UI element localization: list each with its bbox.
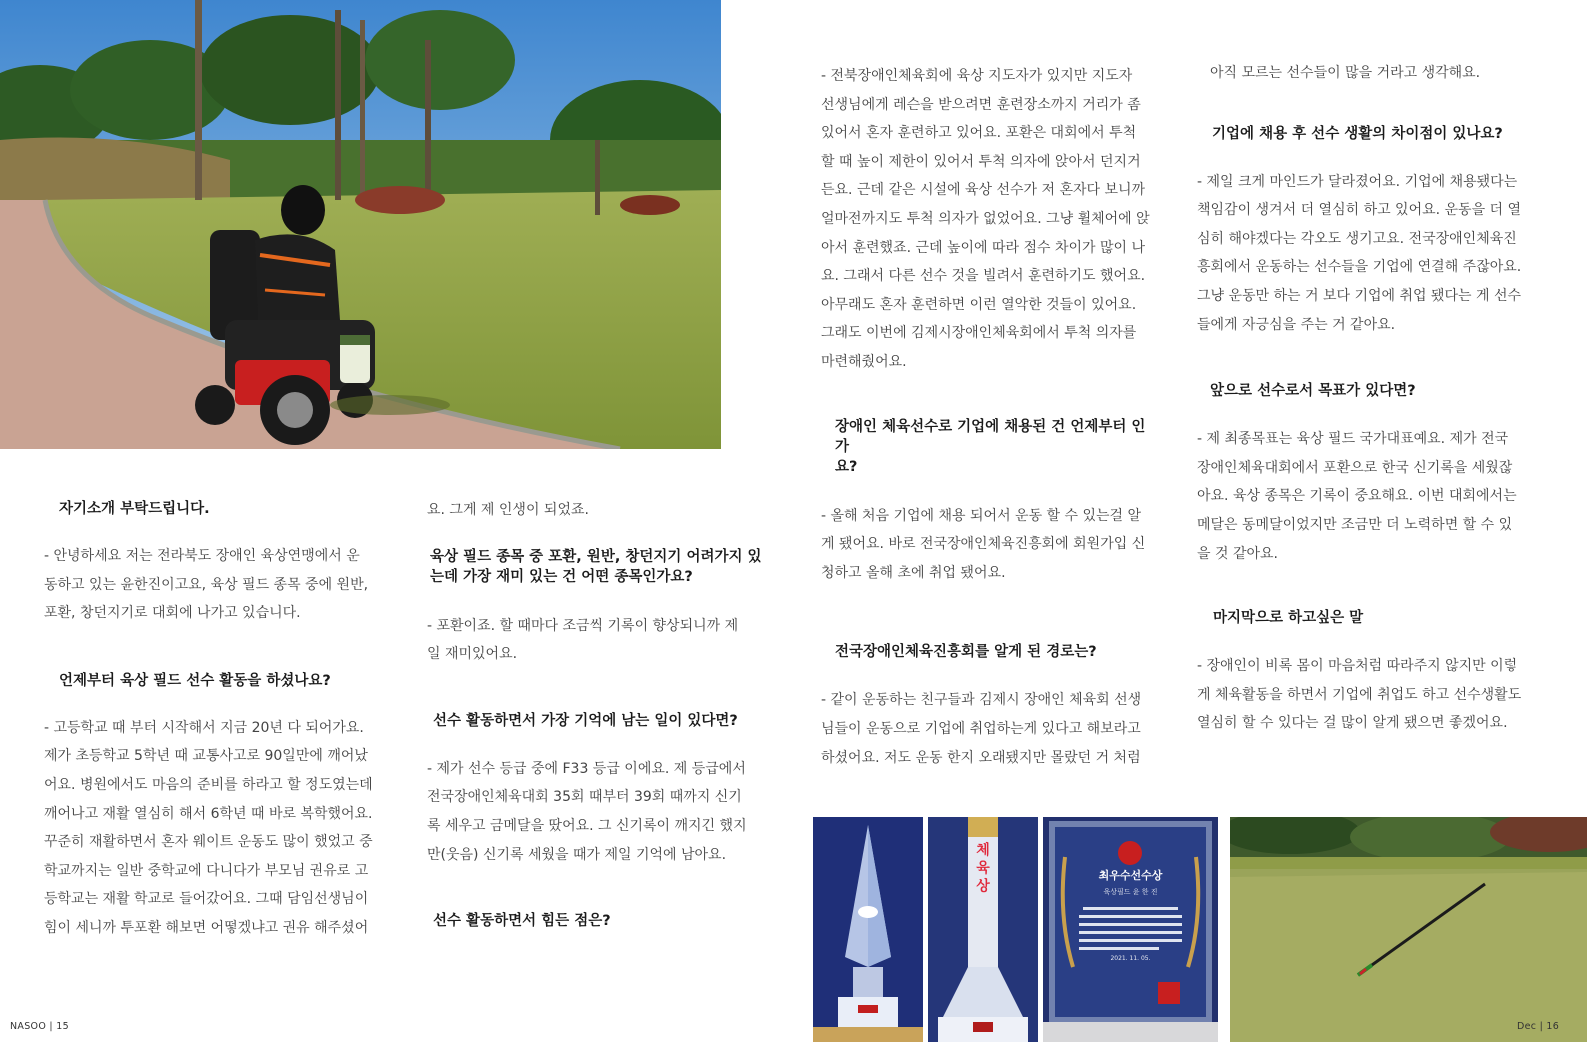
answer-text: 요. 그게 제 인생이 되었죠. <box>427 502 589 518</box>
question-heading: 장애인 체육선수로 기업에 채용된 건 언제부터 인가 요? <box>835 418 1146 475</box>
answer-text: 아직 모르는 선수들이 많을 거라고 생각해요. <box>1210 65 1481 81</box>
answer-text: - 같이 운동하는 친구들과 김제시 장애인 체육회 선생 님들이 운동으로 기업에 취업하는게 있다고 해보라고 하셨어요. 저도 운동 한지 오래됐지만 몰랐던 거 처럼 <box>821 692 1142 766</box>
left-col1 <box>44 499 389 943</box>
answer-text: - 장애인이 비록 몸이 마음처럼 따라주지 않지만 이렇 게 체육활동을 하면서 기업에 취업도 하고 선수생활도 열심히 할 수 있다는 걸 많이 알게 됐으면 좋겠어요. <box>1197 658 1522 732</box>
question-heading: 기업에 채용 후 선수 생활의 차이점이 있나요? <box>1212 125 1503 142</box>
plaque-date: 2021. 11. 05. <box>1110 955 1151 962</box>
answer-text: - 제일 크게 마인드가 달라졌어요. 기업에 채용됐다는 책임감이 생겨서 더 열심히 하고 있어요. 운동을 더 열 심히 해야겠다는 각오도 생기고요. 전국장애인체육진 흥회에서 운동하는 선수들을 기업에 연결해 주잖아요. 그냥 운동만 하는 거 보다 기업에 취업 됐다는 게 선수 들에게 자긍심을 주는 거 같아요. <box>1197 173 1522 333</box>
column-trophy-photo <box>928 817 1038 1042</box>
answer-text: - 고등학교 때 부터 시작해서 지금 20년 다 되어가요. 제가 초등학교 5학년 때 교통사고로 90일만에 깨어났 어요. 병원에서도 마음의 준비를 하라고 할 정도였는데 깨어나고 재활 열심히 해서 6학년 때 바로 복학했어요. 꾸준히 재활하면서 혼자 웨이트 운동도 많이 했었고 중 학교까지는 일반 중학교에 다니다가 부모님 권유로 고 등학교는 재활 학교로 들어갔어요. 그때 담임선생님이 힘이 세니까 투포환 해보면 어떻겠냐고 권유 해주셨어 <box>44 719 373 936</box>
right-col2 <box>1197 59 1542 738</box>
javelin-grass-photo <box>1230 817 1587 1042</box>
left-col2 <box>427 496 762 931</box>
plaque-title: 최우수선수상 <box>1098 869 1163 882</box>
page-footer-left: NASOO | 15 <box>10 1021 69 1032</box>
answer-text: - 포환이죠. 할 때마다 조금씩 기록이 향상되니까 제 일 재미있어요. <box>427 617 739 663</box>
right-col1 <box>821 62 1156 772</box>
question-heading: 언제부터 육상 필드 선수 활동을 하셨나요? <box>59 672 331 689</box>
question-heading: 마지막으로 하고싶은 말 <box>1213 610 1364 627</box>
question-heading: 앞으로 선수로서 목표가 있다면? <box>1210 383 1416 400</box>
question-heading: 육상 필드 종목 중 포환, 원반, 창던지기 어려가지 있 는데 가장 재미 있는 건 어떤 종목인가요? <box>430 548 762 585</box>
plaque-subtitle: 육상필드 윤 한 진 <box>1103 888 1158 896</box>
page-footer-right: Dec | 16 <box>1517 1021 1560 1032</box>
trophy-label: 체육상 <box>974 842 990 896</box>
question-heading: 전국장애인체육진흥회를 알게 된 경로는? <box>835 644 1097 661</box>
question-heading: 선수 활동하면서 가장 기억에 남는 일이 있다면? <box>433 712 738 729</box>
award-plaque-photo <box>1043 817 1218 1042</box>
answer-text: - 제 최종목표는 육상 필드 국가대표예요. 제가 전국 장애인체육대회에서 포환으로 한국 신기록을 세웠잖 아요. 육상 종목은 기록이 중요해요. 이번 대회에서는 메달은 동메달이었지만 조금만 더 노력하면 할 수 있 을 것 같아요. <box>1197 431 1517 562</box>
answer-text: - 제가 선수 등급 중에 F33 등급 이에요. 제 등급에서 전국장애인체육대회 35회 때부터 39회 때까지 신기 록 세우고 금메달을 땄어요. 그 신기록이 깨지긴 했지 만(웃음) 신기록 세웠을 때가 제일 기억에 남아요. <box>427 760 747 863</box>
answer-text: - 안녕하세요 저는 전라북도 장애인 육상연맹에서 운 동하고 있는 윤한진이고요, 육상 필드 종목 중에 원반, 포환, 창던지기로 대회에 나가고 있습니다. <box>44 548 369 622</box>
question-heading: 자기소개 부탁드립니다. <box>59 501 210 517</box>
answer-text: - 올해 처음 기업에 채용 되어서 운동 할 수 있는걸 알 게 됐어요. 바로 전국장애인체육진흥회에 회원가입 신 청하고 올해 초에 취업 됐어요. <box>821 507 1146 581</box>
answer-text: - 전북장애인체육회에 육상 지도자가 있지만 지도자 선생님에게 레슨을 받으려면 훈련장소까지 거리가 좀 있어서 혼자 훈련하고 있어요. 포환은 대회에서 투척 할 때 높이 제한이 있어서 투척 의자에 앉아서 던지거 든요. 근데 같은 시설에 육상 선수가 저 혼자다 보니까 얼마전까지도 투척 의자가 없었어요. 그냥 휠체어에 앉 아서 훈련했죠. 근데 높이에 따라 점수 차이가 많이 나 요. 그래서 다른 선수 것을 빌려서 훈련하기도 했어요. 아무래도 혼자 훈련하면 이런 열악한 것들이 있어요. 그래도 이번에 김제시장애인체육회에서 투척 의자를 마련해줬어요. <box>821 68 1150 370</box>
park-wheelchair-photo <box>0 0 721 449</box>
crystal-trophy-photo <box>813 817 923 1042</box>
question-heading: 선수 활동하면서 힘든 점은? <box>433 913 611 930</box>
